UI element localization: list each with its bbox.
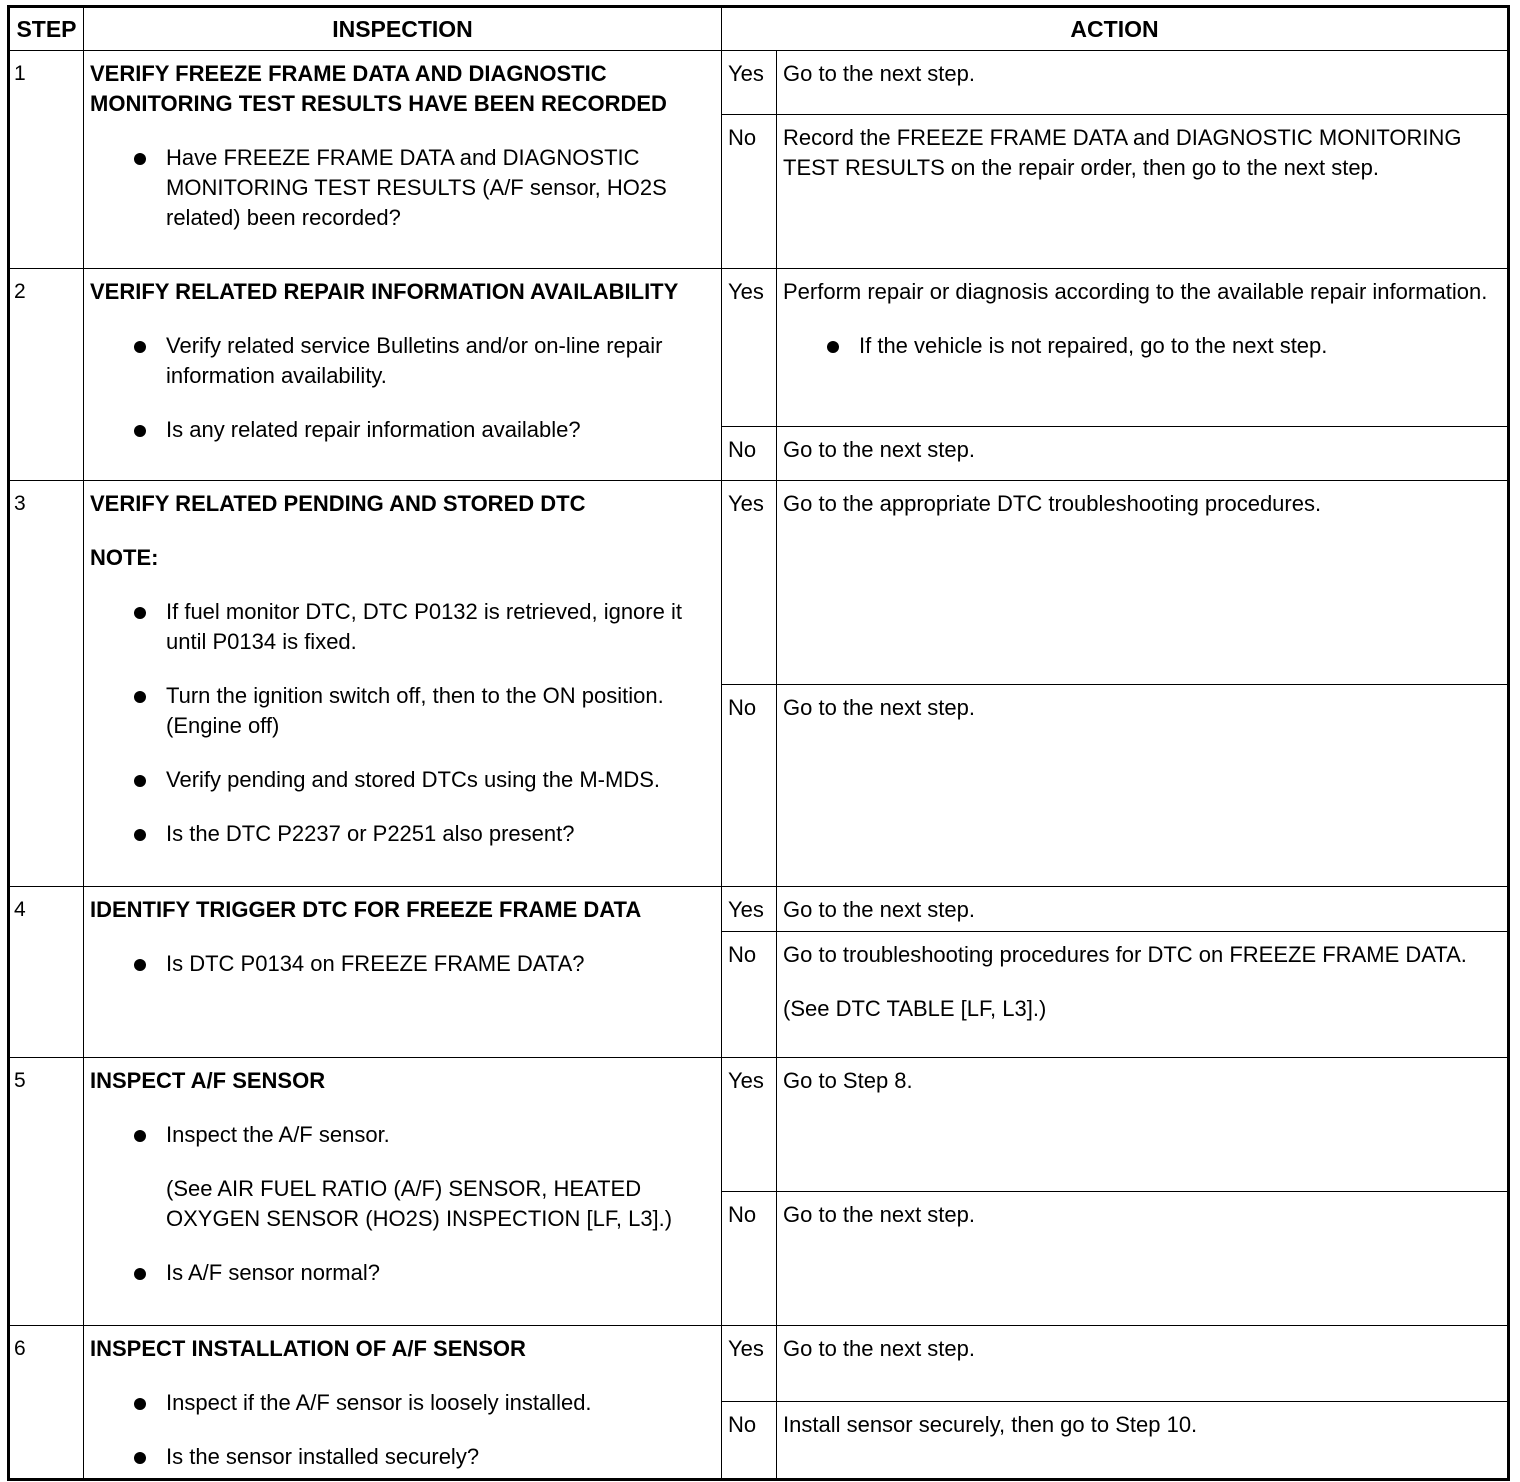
inspection-cell [84, 269, 722, 481]
yes-label: Yes [722, 1058, 777, 1192]
step-number: 4 [9, 887, 84, 1058]
table-row [9, 481, 1509, 685]
no-label: No [722, 932, 777, 1058]
no-label: No [722, 1402, 777, 1480]
yes-action: Go to the appropriate DTC troubleshooting procedures. [777, 481, 1509, 685]
bullet-item: Verify related service Bulletins and/or on-line repair information availability. [90, 331, 713, 391]
bullet-list [90, 1120, 713, 1150]
step-number: 2 [9, 269, 84, 481]
step-title: IDENTIFY TRIGGER DTC FOR FREEZE FRAME DATA [90, 897, 642, 922]
bullet-list [90, 1388, 713, 1472]
bullet-list [90, 143, 713, 233]
diagnostic-table [7, 5, 1510, 1481]
no-action: Go to the next step. [777, 427, 1509, 481]
bullet-item: Is the sensor installed securely? [90, 1442, 713, 1472]
table-row [9, 269, 1509, 427]
yes-action: Go to the next step. [777, 51, 1509, 115]
bullet-list [90, 1258, 713, 1288]
no-action: Go to troubleshooting procedures for DTC on FREEZE FRAME DATA. [783, 942, 1467, 967]
inspection-cell [84, 481, 722, 887]
header-inspection: INSPECTION [84, 7, 722, 51]
no-label: No [722, 427, 777, 481]
yes-label: Yes [722, 481, 777, 685]
inspection-cell [84, 51, 722, 269]
bullet-list [90, 949, 713, 979]
yes-label: Yes [722, 887, 777, 932]
yes-action: Go to the next step. [777, 1326, 1509, 1402]
step-title: INSPECT INSTALLATION OF A/F SENSOR [90, 1336, 526, 1361]
bullet-item: Is the DTC P2237 or P2251 also present? [90, 819, 713, 849]
no-action: Install sensor securely, then go to Step 10. [777, 1402, 1509, 1480]
yes-action: Go to the next step. [777, 887, 1509, 932]
no-label: No [722, 115, 777, 269]
dtc-table-reference: (See DTC TABLE [LF, L3].) [783, 996, 1047, 1021]
yes-action: Perform repair or diagnosis according to the available repair information. [783, 279, 1488, 304]
header-step: STEP [9, 7, 84, 51]
no-label: No [722, 685, 777, 887]
step-title: VERIFY RELATED PENDING AND STORED DTC [90, 491, 586, 516]
step-title: VERIFY FREEZE FRAME DATA AND DIAGNOSTIC MONITORING TEST RESULTS HAVE BEEN RECORDED [90, 61, 667, 116]
yes-label: Yes [722, 269, 777, 427]
yes-action-cell [777, 269, 1509, 427]
inspection-cell [84, 1058, 722, 1326]
bullet-list [783, 331, 1499, 361]
step-title: INSPECT A/F SENSOR [90, 1068, 326, 1093]
no-label: No [722, 1192, 777, 1326]
yes-label: Yes [722, 51, 777, 115]
step-number: 5 [9, 1058, 84, 1326]
no-action: Go to the next step. [777, 1192, 1509, 1326]
inspection-reference: (See AIR FUEL RATIO (A/F) SENSOR, HEATED OXYGEN SENSOR (HO2S) INSPECTION [LF, L3].) [166, 1176, 673, 1231]
bullet-item: Have FREEZE FRAME DATA and DIAGNOSTIC MONITORING TEST RESULTS (A/F sensor, HO2S related) been recorded? [90, 143, 713, 233]
step-title: VERIFY RELATED REPAIR INFORMATION AVAILABILITY [90, 279, 679, 304]
bullet-item: Is A/F sensor normal? [90, 1258, 713, 1288]
inspection-cell [84, 1326, 722, 1480]
bullet-list [90, 597, 713, 849]
table-header-row [9, 7, 1509, 51]
no-action: Record the FREEZE FRAME DATA and DIAGNOSTIC MONITORING TEST RESULTS on the repair order, then go to the next step. [777, 115, 1509, 269]
bullet-item: Is any related repair information available? [90, 415, 713, 445]
bullet-item: If fuel monitor DTC, DTC P0132 is retrieved, ignore it until P0134 is fixed. [90, 597, 713, 657]
table-row [9, 1058, 1509, 1192]
header-action: ACTION [722, 7, 1509, 51]
bullet-list [90, 331, 713, 445]
table-row [9, 1326, 1509, 1402]
bullet-item: Inspect if the A/F sensor is loosely installed. [90, 1388, 713, 1418]
inspection-cell [84, 887, 722, 1058]
table-row [9, 887, 1509, 932]
step-number: 1 [9, 51, 84, 269]
bullet-item: Turn the ignition switch off, then to the ON position. (Engine off) [90, 681, 713, 741]
step-number: 3 [9, 481, 84, 887]
no-action: Go to the next step. [777, 685, 1509, 887]
table-row [9, 51, 1509, 115]
bullet-item: If the vehicle is not repaired, go to the next step. [783, 331, 1499, 361]
bullet-item: Is DTC P0134 on FREEZE FRAME DATA? [90, 949, 713, 979]
bullet-item: Verify pending and stored DTCs using the M-MDS. [90, 765, 713, 795]
step-number: 6 [9, 1326, 84, 1480]
bullet-item: Inspect the A/F sensor. [90, 1120, 713, 1150]
yes-action: Go to Step 8. [777, 1058, 1509, 1192]
no-action-cell [777, 932, 1509, 1058]
yes-label: Yes [722, 1326, 777, 1402]
note-label: NOTE: [90, 545, 159, 570]
